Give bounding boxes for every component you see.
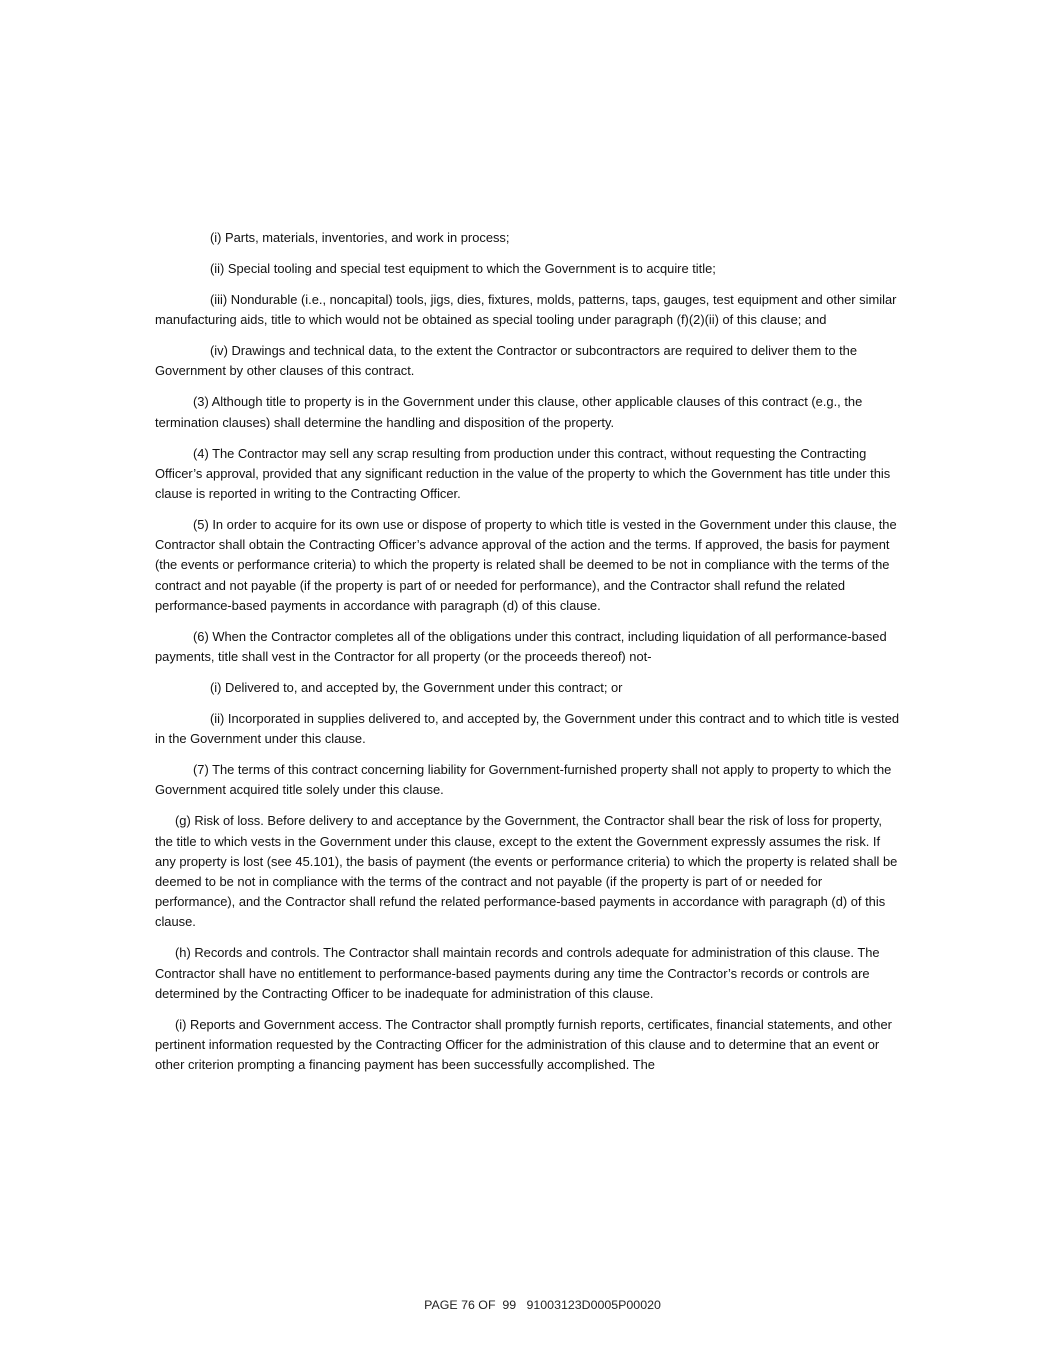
page-footer: PAGE 76 OF 99 91003123D0005P00020	[424, 1298, 661, 1312]
paragraph-f6-i: (i) Delivered to, and accepted by, the Government under this contract; or	[210, 680, 623, 696]
paragraph-f2-iv: (iv) Drawings and technical data, to the extent the Contractor or subcontractors are required to deliver them to the Government by other clauses of this contract.	[155, 343, 858, 379]
paragraph-g-risk-of-loss: (g) Risk of loss. Before delivery to and acceptance by the Government, the Contractor shall bear the risk of loss for property, the title to which vests in the Government under this clause, except to the extent the Government expressly assumes the risk. If any property is lost (see 45.101), the basis of payment (the events or performance criteria) to which the property is related shall be deemed to be not in compliance with the terms of the contract and not payable (if the property is part of or needed for performance), and the Contractor shall refund the related performance-based payments in accordance with paragraph (d) of this clause.	[155, 813, 898, 930]
paragraph-i-reports-and-access: (i) Reports and Government access. The Contractor shall promptly furnish reports, certificates, financial statements, and other pertinent information requested by the Contracting Officer for the administration of this clause and to determine that an event or other criterion prompting a financing payment has been successfully accomplished. The	[155, 1016, 892, 1073]
paragraph-f6-ii: (ii) Incorporated in supplies delivered to, and accepted by, the Government under this contract and to which title is vested in the Government under this clause.	[155, 711, 900, 747]
paragraph-f2-i: (i) Parts, materials, inventories, and work in process;	[210, 230, 510, 245]
document-body	[155, 228, 900, 1086]
paragraph-f3: (3) Although title to property is in the Government under this clause, other applicable clauses of this contract (e.g., the termination clauses) shall determine the handling and disposition of the property.	[155, 394, 863, 430]
paragraph-f2-iii: (iii) Nondurable (i.e., noncapital) tools, jigs, dies, fixtures, molds, patterns, taps, gauges, test equipment and other similar manufacturing aids, title to which would not be obtained as special tooling under paragraph (f)(2)(ii) of this clause; and	[155, 292, 897, 328]
paragraph-f2-ii: (ii) Special tooling and special test equipment to which the Government is to acquire title;	[210, 261, 716, 276]
paragraph-f4: (4) The Contractor may sell any scrap resulting from production under this contract, without requesting the Contracting Officer’s approval, provided that any significant reduction in the value of the property to which the Government has title under this clause is reported in writing to the Contracting Officer.	[155, 445, 891, 502]
paragraph-h-records-and-controls: (h) Records and controls. The Contractor shall maintain records and controls adequate for administration of this clause. The Contractor shall have no entitlement to performance-based payments during any time the Contractor’s records or controls are determined by the Contracting Officer to be inadequate for administration of this clause.	[155, 945, 880, 1001]
paragraph-f5: (5) In order to acquire for its own use or dispose of property to which title is vested in the Government under this clause, the Contractor shall obtain the Contracting Officer’s advance approval of the action and the terms. If approved, the basis for payment (the events or performance criteria) to which the property is related shall be deemed to be not in compliance with the terms of the contract and not payable (if the property is part of or needed for performance), and the Contractor shall refund the related performance-based payments in accordance with paragraph (d) of this clause.	[155, 517, 897, 613]
paragraph-f6: (6) When the Contractor completes all of the obligations under this contract, including liquidation of all performance-based payments, title shall vest in the Contractor for all property (or the proceeds thereof) not-	[155, 628, 887, 665]
paragraph-f7: (7) The terms of this contract concerning liability for Government-furnished property shall not apply to property to which the Government acquired title solely under this clause.	[155, 762, 892, 798]
